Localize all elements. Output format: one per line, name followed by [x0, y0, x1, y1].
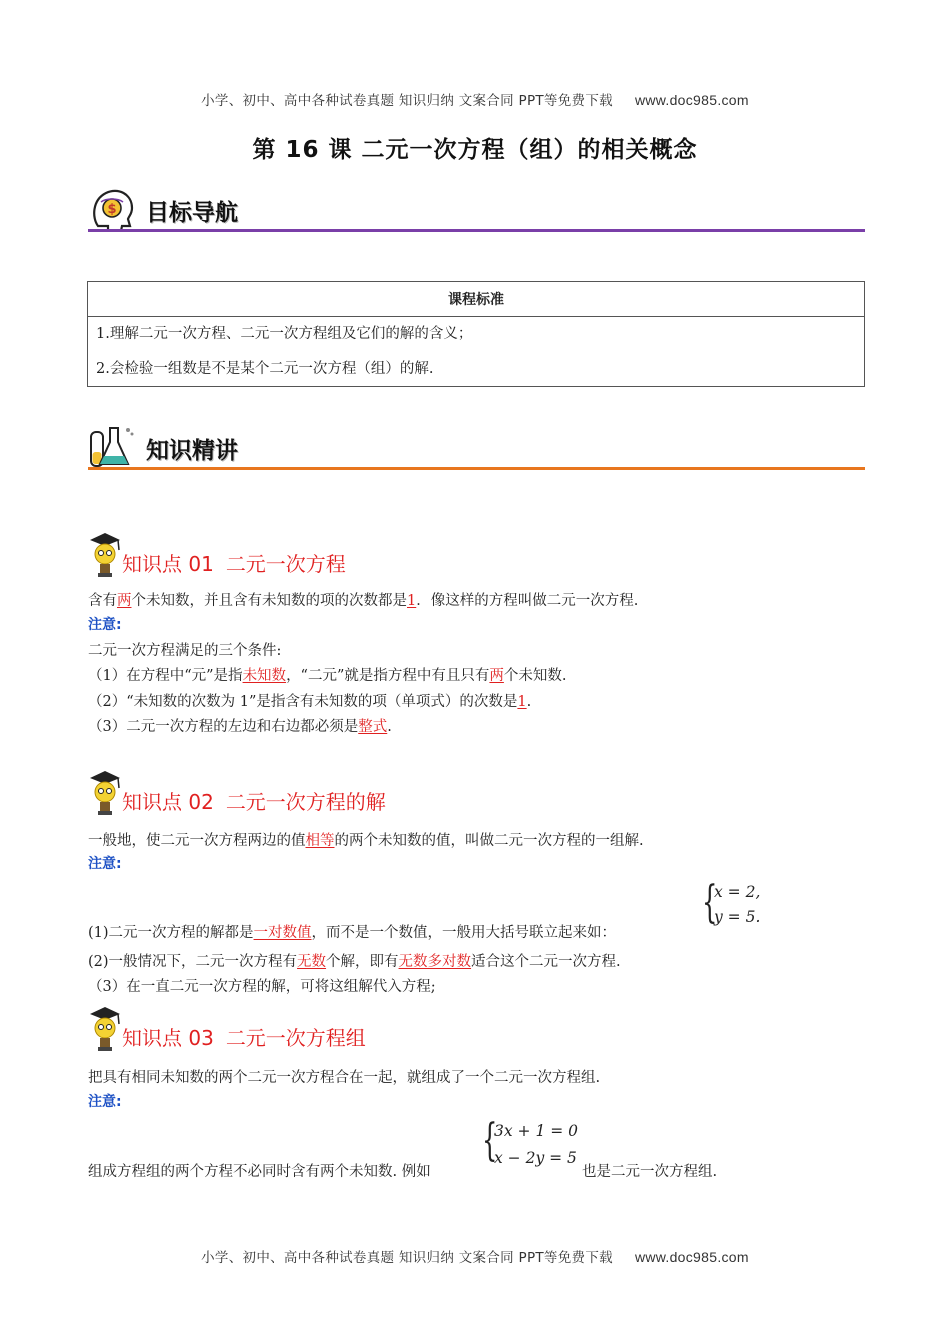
kp2-solution-system	[702, 877, 782, 936]
kp3-name: 二元一次方程组	[225, 1026, 366, 1050]
text: .	[387, 719, 392, 735]
kp1-definition	[88, 589, 638, 610]
page-header	[0, 89, 950, 109]
kp3-remark-part-1: 组成方程组的两个方程不必同时含有两个未知数. 例如	[88, 1164, 431, 1180]
section-knowledge-rule	[88, 467, 865, 470]
kp2-note-label: 注意:	[88, 856, 122, 872]
knowledge-point-02-title	[122, 786, 398, 815]
text: (1)二元一次方程的解都是	[88, 925, 254, 941]
kp1-number: 知识点 01	[122, 552, 214, 576]
text: ，“二元”就是指方程中有且只有	[286, 668, 490, 684]
footer-url[interactable]: www.doc985.com	[634, 1249, 749, 1265]
text: 个解，即有	[326, 954, 399, 970]
kp2-definition	[88, 829, 644, 850]
kp1-name: 二元一次方程	[225, 552, 346, 576]
kp3-example-system	[482, 1115, 582, 1176]
kp2-remark-3: （3）在一直二元一次方程的解，可将这组解代入方程;	[88, 979, 436, 995]
footer-text: 小学、初中、高中各种试卷真题 知识归纳 文案合同 PPT等免费下载	[201, 1250, 613, 1266]
text: ．像这样的方程叫做二元一次方程.	[416, 593, 639, 609]
kp1-intro: 二元一次方程满足的三个条件:	[88, 643, 282, 659]
kp1-condition-1	[88, 664, 567, 685]
text: 的两个未知数的值，叫做二元一次方程的一组解.	[334, 833, 644, 849]
section-knowledge-label: 知识精讲	[146, 438, 238, 464]
text: (2)一般情况下，二元一次方程有	[88, 954, 298, 970]
kp2-remark-2	[88, 950, 621, 971]
standards-item-2: 2.会检验一组数是不是某个二元一次方程（组）的解.	[88, 348, 865, 387]
brace-icon: {	[482, 1115, 498, 1166]
kp3-number: 知识点 03	[122, 1026, 214, 1050]
system-row-1: x = 2,	[714, 883, 761, 901]
text: 个未知数，并且含有未知数的项的次数都是	[131, 593, 407, 609]
blank-answer: 1	[407, 593, 417, 609]
system-row-1: 3x + 1 = 0	[494, 1122, 579, 1140]
course-standards-table	[87, 281, 865, 387]
kp2-remark-1	[88, 921, 616, 942]
section-goal-header	[88, 186, 865, 232]
text: ，而不是一个数值，一般用大括号联立起来如：	[311, 925, 617, 941]
kp3-remark-part-2: 也是二元一次方程组.	[582, 1164, 718, 1180]
brace-icon: {	[702, 877, 718, 928]
blank-answer: 无数多对数	[398, 954, 472, 970]
page-title: 第 16 课 二元一次方程（组）的相关概念	[252, 137, 698, 163]
text: 一般地，使二元一次方程两边的值	[88, 833, 306, 849]
lab-flask-icon	[88, 424, 136, 470]
blank-answer: 两	[117, 593, 132, 609]
page-footer	[0, 1246, 950, 1266]
header-text: 小学、初中、高中各种试卷真题 知识归纳 文案合同 PPT等免费下载	[201, 93, 613, 109]
blank-answer: 未知数	[242, 668, 287, 684]
text: 适合这个二元一次方程.	[471, 954, 621, 970]
blank-answer: 整式	[358, 719, 388, 735]
section-goal-label: 目标导航	[146, 200, 238, 226]
kp1-condition-2	[88, 690, 531, 711]
graduate-bulb-icon	[88, 768, 122, 818]
brain-gear-icon	[88, 186, 136, 232]
kp2-name: 二元一次方程的解	[225, 790, 386, 814]
blank-answer: 1	[517, 694, 527, 710]
kp1-condition-3	[88, 715, 392, 736]
kp1-note-label: 注意:	[88, 617, 122, 633]
text: （2）“未知数的次数为 1”是指含有未知数的项（单项式）的次数是	[88, 694, 518, 710]
text: （1）在方程中“元”是指	[88, 668, 243, 684]
blank-answer: 无数	[297, 954, 327, 970]
knowledge-point-01-title	[122, 548, 358, 577]
svg-text:$: $	[107, 202, 117, 217]
system-row-2: x − 2y = 5	[494, 1149, 577, 1167]
section-goal-rule	[88, 229, 865, 232]
blank-answer: 两	[489, 668, 504, 684]
graduate-bulb-icon	[88, 1004, 122, 1054]
blank-answer: 相等	[305, 833, 335, 849]
standards-header: 课程标准	[88, 282, 865, 317]
blank-answer: 一对数值	[253, 925, 312, 941]
graduate-bulb-icon	[88, 530, 122, 580]
knowledge-point-03-title	[122, 1022, 378, 1051]
header-url[interactable]: www.doc985.com	[634, 92, 749, 108]
kp3-note-label: 注意:	[88, 1094, 122, 1110]
section-knowledge-header	[88, 424, 865, 470]
text: 含有	[88, 593, 117, 609]
text: 个未知数.	[503, 668, 567, 684]
system-row-2: y = 5.	[714, 908, 761, 926]
text: .	[526, 694, 532, 710]
text: （3）二元一次方程的左边和右边都必须是	[88, 719, 359, 735]
standards-item-1: 1.理解二元一次方程、二元一次方程组及它们的解的含义；	[88, 317, 865, 349]
kp3-definition: 把具有相同未知数的两个二元一次方程合在一起，就组成了一个二元一次方程组.	[88, 1070, 601, 1086]
kp2-number: 知识点 02	[122, 790, 214, 814]
